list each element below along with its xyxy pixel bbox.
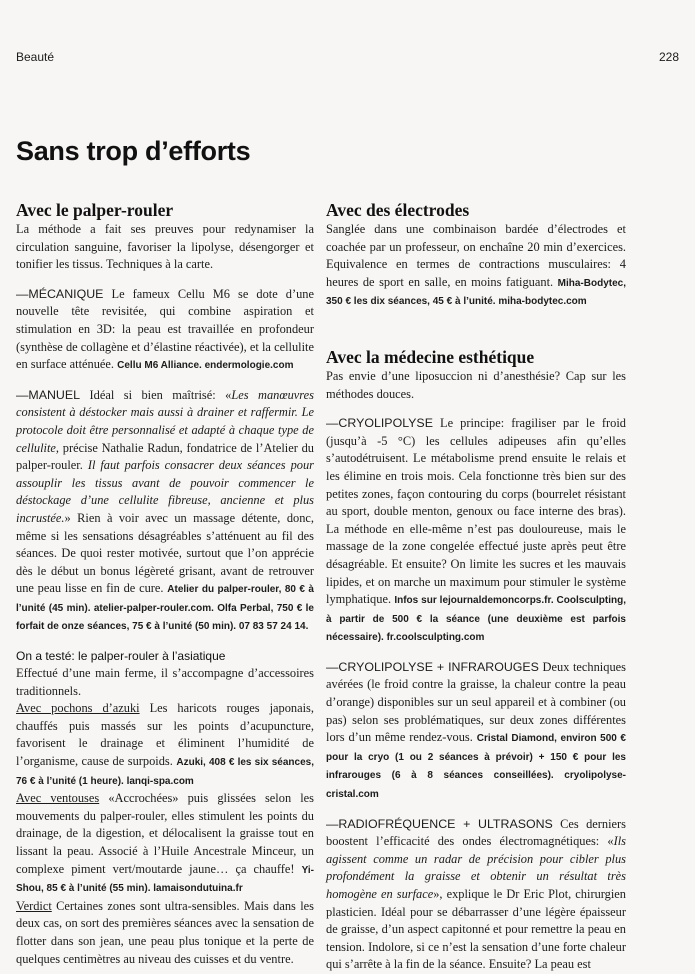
azuki-text: Les haricots rouges japonais, chauffés puis massés sur les points d’acupuncture, favorisent le drainage et éliminent l’humidité de l’organisme, cause de surpoids. <box>16 701 314 769</box>
section-label: Beauté <box>16 50 55 64</box>
verdict-text: Certaines zones sont ultra-sensibles. Mais dans les deux cas, on sort des premières séances avec la sensation de flotter dans son jean, une peau plus tonique et la perte de quelques centimètres au niveau des cuisses et du ventre. <box>16 898 314 966</box>
azuki-lead: Avec pochons d’azuki <box>16 701 140 716</box>
paragraph-manuel <box>16 387 314 636</box>
heading-electrodes: Avec des électrodes <box>326 200 470 220</box>
cryoir-info: Cristal Diamond, environ 500 € pour la cryo (1 ou 2 séances à prévoir) + 150 € pour les infrarouges (6 à 8 séances conseillées). cryolipolyse-cristal.com <box>326 733 626 801</box>
verdict-lead: Verdict <box>16 898 52 913</box>
manuel-text-3: » Rien à voir avec un massage détente, donc, même si les sensations désagréables s’atténuent au fil des séances. De quoi rester motivée, surtout que l’on apprécie dès le début un bonus légèreté grisant, avant de retrouver une peau lisse en fin de cure. <box>16 510 314 596</box>
paragraph-azuki <box>16 700 314 790</box>
manuel-text-1: Idéal si bien maîtrisé: « <box>89 387 232 402</box>
cryoir-text: Deux techniques avérées (le froid contre la graisse, la chaleur contre la peau d’orange) disponibles sur un seul appareil et à combiner (ou pas) selon ses problématiques, sur deux zones différentes lors d’un même rendez-vous. <box>326 659 626 745</box>
ventouses-info: Yi-Shou, 85 € à l’unité (55 min). lamaisondutuina.fr <box>16 864 314 895</box>
paragraph-electrodes <box>326 221 626 311</box>
cryo-lead: —CRYOLIPOLYSE <box>326 416 433 431</box>
left-column <box>16 200 314 968</box>
electrodes-text: Sanglée dans une combinaison bardée d’électrodes et coachée par un professeur, on enchaîne 20 min d’exercices. Equivalence en termes de contractions musculaires: 4 heures de sport en salle, en moins fatiguant. <box>326 222 626 289</box>
mecanique-info: Cellu M6 Alliance. endermologie.com <box>117 360 294 372</box>
radio-quote: Ils agissent comme un radar de précision pour cibler plus profondément la graisse et obtenir un résultat très homogène en surface <box>326 834 626 901</box>
paragraph-radiofrequence <box>326 816 626 974</box>
paragraph-ventouses <box>16 790 314 898</box>
cryoir-lead: —CRYOLIPOLYSE + INFRAROUGES <box>326 659 539 674</box>
manuel-text-2: précise Nathalie Radun, fondatrice de l’Atelier du palper-rouler. <box>16 440 314 473</box>
cryo-text: Le principe: fragiliser par le froid (jusqu’à -5 °C) les cellules adipeuses afin qu’elles s’autodétruisent. Le métabolisme prend ensuite le relais et les élimine en trois mois. Cela fonctionne très bien sur des petites zones, façon contouring du corps (bourrelet résistant au sport, double menton, genoux ou face interne des bras). La méthode en elle-même n’est pas douloureuse, mais le massage de la zone congelée effectué juste après peut être désagréable. Et ensuite? On limite les sucres et les mauvais lipides, et on marche un maximum pour stimuler le système lymphatique. <box>326 416 626 607</box>
radio-text-1: Ces derniers boostent l’efficacité des ondes électromagnétiques: « <box>326 816 626 849</box>
manuel-quote-1: Les manœuvres consistent à déstocker mais aussi à drainer et raffermir. Le protocole doit être personnalisé et adapté à chaque type de cellulite, <box>16 387 314 455</box>
radio-lead: —RADIOFRÉQUENCE + ULTRASONS <box>326 816 553 831</box>
mecanique-text: Le fameux Cellu M6 se dote d’une nouvelle tête revisitée, qui combine aspiration et stimulation en 3D: la peau est travaillée en profondeur (synthèse de collagène et d’élastine réactivée), et la cellulite en surface atténuée. <box>16 286 314 372</box>
mecanique-lead: —MÉCANIQUE <box>16 286 104 301</box>
page-number: 228 <box>658 50 679 64</box>
tested-intro: Effectué d’une main ferme, il s’accompagne d’accessoires traditionnels. <box>16 666 314 698</box>
ventouses-text: «Accrochées» puis glissées selon les mouvements du palper-rouler, elles stimulent les points du drainage, de la digestion, et délocalisent la graisse tout en lissant la peau. Associé à l’Huile Ancestrale Minceur, un complexe piment vert/moutarde jaune… ça chauffe! <box>16 791 315 876</box>
paragraph-cryo-infrarouges <box>326 659 626 804</box>
paragraph-cryolipolyse <box>326 415 626 647</box>
cryo-info: Infos sur lejournaldemoncorps.fr. Coolsculpting, à partir de 500 € la séance (une deuxième est parfois nécessaire). fr.coolsculpting.com <box>326 595 626 644</box>
manuel-lead: —MANUEL <box>16 387 81 402</box>
electrodes-info: Miha-Bodytec, 350 € les dix séances, 45 € à l’unité. miha-bodytec.com <box>326 277 626 308</box>
radio-text-2: », explique le Dr Eric Plot, chirurgien plasticien. Idéal pour se débarrasser d’une légère épaisseur de graisse, d’un aspect capitonné et pour remettre la peau en tension. Indolore, si ce n’est la sensation d’une forte chaleur qui s’arrête à la fin de la séance. Ensuite? La peau est <box>326 887 626 972</box>
heading-palper-rouler: Avec le palper-rouler <box>16 200 174 220</box>
heading-medecine: Avec la médecine esthétique <box>326 346 535 367</box>
paragraph-verdict <box>16 898 314 968</box>
palper-intro: La méthode a fait ses preuves pour redynamiser la circulation sanguine, favoriser la lipolyse, désengorger et tonifier les tissus. Techniques à la carte. <box>16 222 314 272</box>
azuki-info: Azuki, 408 € les six séances, 76 € à l’unité (1 heure). lanqi-spa.com <box>16 757 314 787</box>
paragraph-mecanique <box>16 286 314 375</box>
tested-heading: On a testé: le palper-rouler à l’asiatique <box>16 649 226 664</box>
manuel-quote-2: Il faut parfois consacrer deux séances pour assouplir les tissus avant de pouvoir commencer le déstockage d’une cellulite fibreuse, ancienne et plus incrustée. <box>16 458 314 525</box>
medecine-intro: Pas envie d’une liposuccion ni d’anesthésie? Cap sur les méthodes douces. <box>326 368 626 401</box>
ventouses-lead: Avec ventouses <box>16 791 100 806</box>
right-column <box>326 200 626 974</box>
page-title: Sans trop d’efforts <box>16 136 251 166</box>
manuel-info: Atelier du palper-rouler, 80 € à l’unité (45 min). atelier-palper-rouler.com. Olfa Perbal, 750 € le forfait de onze séances, 75 € à l’unité (50 min). 07 83 57 24 14. <box>16 584 314 633</box>
